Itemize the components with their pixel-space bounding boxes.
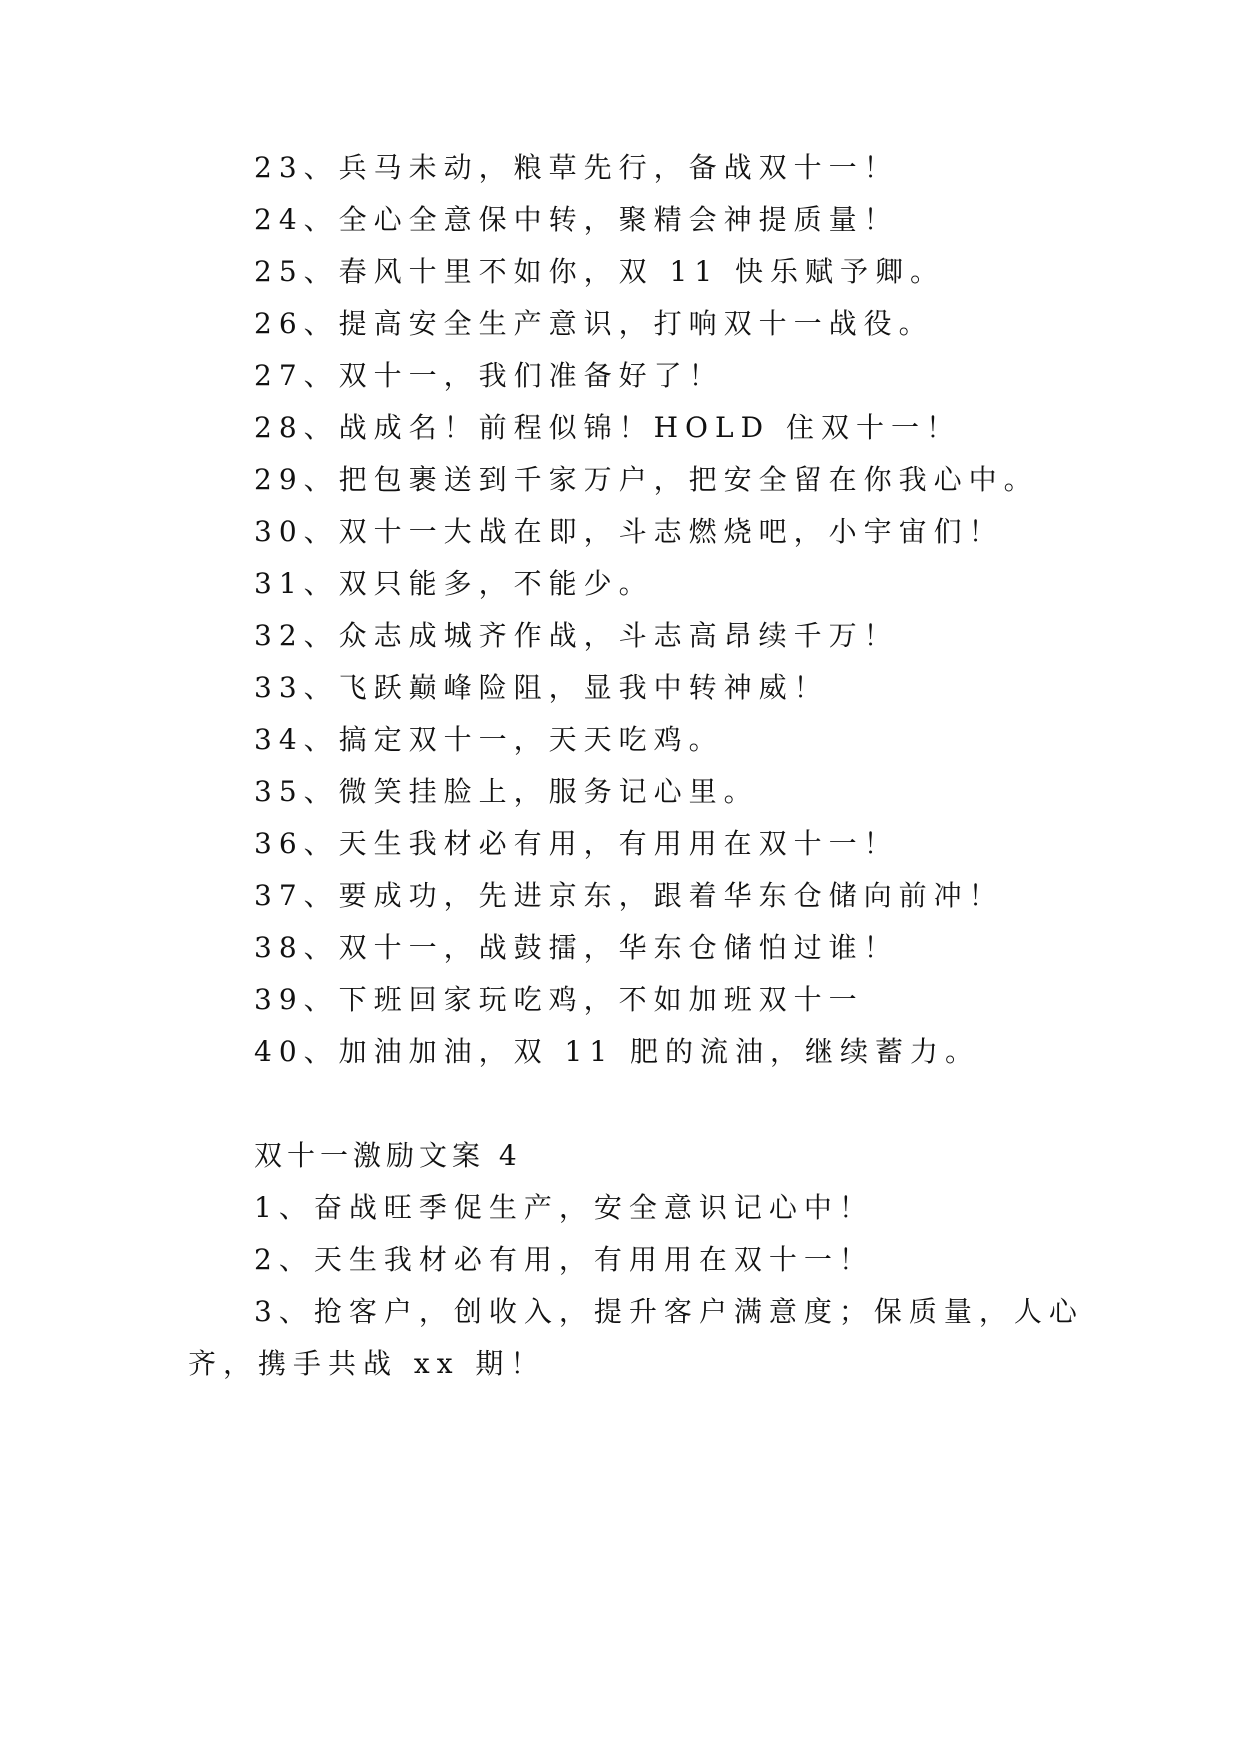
list-item-29: 29、把包裹送到千家万户，把安全留在你我心中。 [254,463,1039,496]
list-item-36: 36、天生我材必有用，有用用在双十一！ [254,827,899,860]
list-item-34: 34、搞定双十一，天天吃鸡。 [254,723,724,756]
list-item-1: 1、奋战旺季促生产，安全意识记心中！ [254,1191,874,1224]
list-item-26: 26、提高安全生产意识，打响双十一战役。 [254,307,934,340]
list-item-40: 40、加油加油，双 11 肥的流油，继续蓄力。 [254,1035,981,1068]
list-item-25: 25、春风十里不如你，双 11 快乐赋予卿。 [254,255,946,288]
list-item-28: 28、战成名！前程似锦！HOLD 住双十一！ [254,411,961,444]
list-item-39: 39、下班回家玩吃鸡，不如加班双十一 [254,983,864,1016]
list-item-33: 33、飞跃巅峰险阻，显我中转神威！ [254,671,829,704]
list-item-31: 31、双只能多，不能少。 [254,567,654,600]
section-heading: 双十一激励文案 4 [254,1139,522,1172]
list-item-3: 3、抢客户，创收入，提升客户满意度；保质量，人心 [254,1295,1084,1328]
list-item-32: 32、众志成城齐作战，斗志高昂续千万！ [254,619,899,652]
list-item-30: 30、双十一大战在即，斗志燃烧吧，小宇宙们！ [254,515,1004,548]
list-item-38: 38、双十一，战鼓擂，华东仓储怕过谁！ [254,931,899,964]
list-item-35: 35、微笑挂脸上，服务记心里。 [254,775,759,808]
list-item-24: 24、全心全意保中转，聚精会神提质量！ [254,203,899,236]
list-item-2: 2、天生我材必有用，有用用在双十一！ [254,1243,874,1276]
list-item-37: 37、要成功，先进京东，跟着华东仓储向前冲！ [254,879,1004,912]
list-item-23: 23、兵马未动，粮草先行，备战双十一！ [254,151,899,184]
list-item-3-continuation: 齐，携手共战 xx 期！ [188,1347,546,1380]
list-item-27: 27、双十一，我们准备好了！ [254,359,724,392]
